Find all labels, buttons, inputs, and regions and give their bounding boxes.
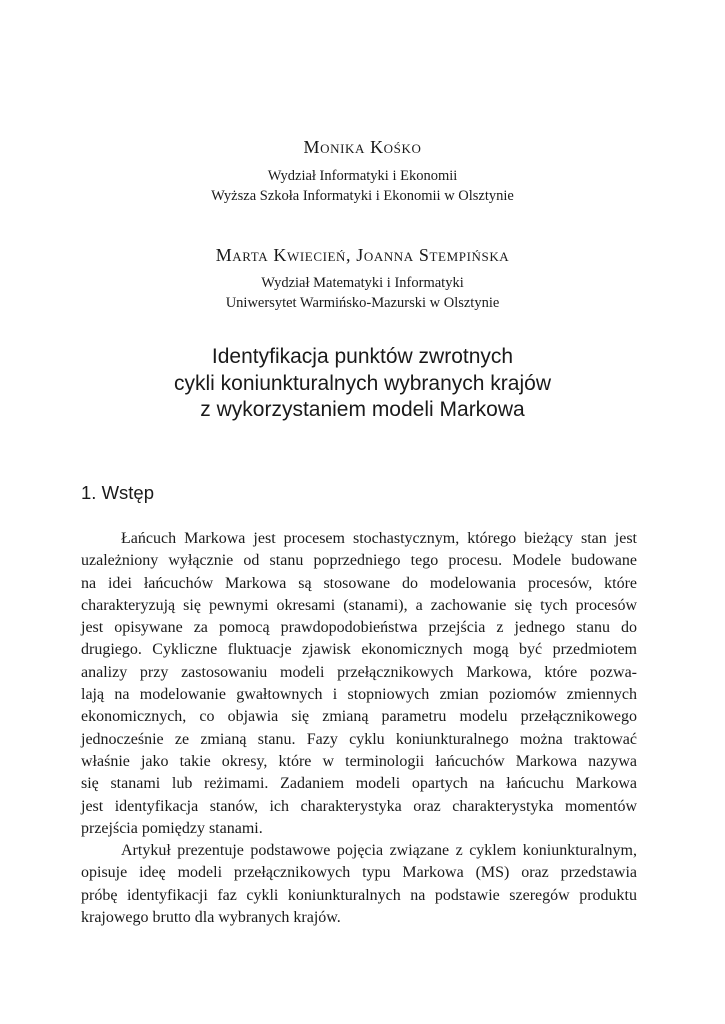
section-heading: 1. Wstęp [81,482,154,503]
title-line: cykli koniunkturalnych wybranych krajów [174,371,551,395]
text-line: jest identyfikacja stanów, ich charakterystyka oraz charakterystyka momentów [81,797,637,815]
text-line: jednocześnie ze zmianą stanu. Fazy cyklu koniunkturalnego można traktować [81,730,637,748]
affiliation-line: Wyższa Szkoła Informatyki i Ekonomii w Olsztynie [211,188,514,204]
affiliation-line: Uniwersytet Warmińsko-Mazurski w Olsztynie [225,295,500,311]
text-line: Łańcuch Markowa jest procesem stochastycznym, którego bieżący stan jest [121,530,637,547]
text-line: charakteryzują się pewnymi okresami (stanami), a zachowanie się tych procesów [81,596,637,614]
text-line: uzależniony wyłącznie od stanu poprzedniego tego procesu. Modele budowane [81,552,637,570]
text-line: Artykuł prezentuje podstawowe pojęcia związane z cyklem koniunkturalnym, [121,842,637,859]
title-line: z wykorzystaniem modeli Markowa [200,398,525,421]
author-2-affiliation [0,273,725,313]
author-2-name: Marta Kwiecień, Joanna Stempińska [215,245,510,265]
paragraph-1 [81,528,637,840]
title-line: Identyfikacja punktów zwrotnych [211,345,514,368]
text-line: ekonomicznych, co objawia się zmianą parametru modelu przełącznikowego [81,708,637,726]
text-line: krajowego brutto dla wybranych krajów. [81,908,341,926]
text-line: lają na modelowanie gwałtownych i stopniowych zmian poziomów zmiennych [81,686,637,704]
paragraph-2 [81,840,637,929]
text-line: próbę identyfikacji faz cykli koniunkturalnych na podstawie szeregów produktu [81,886,637,904]
affiliation-line: Wydział Informatyki i Ekonomii [267,168,458,184]
author-1-affiliation [0,166,725,206]
text-line: jest opisywane za pomocą prawdopodobieństwa przejścia z jednego stanu do [81,619,637,637]
text-line: właśnie jako takie okresy, które w terminologii łańcuchów Markowa nazywa [81,752,637,770]
author-1-name: Monika Kośko [303,137,422,157]
text-line: drugiego. Cykliczne fluktuacje zjawisk ekonomicznych mogą być przedmiotem [81,641,637,659]
affiliation-line: Wydział Matematyki i Informatyki [261,275,464,291]
paper-title [0,344,725,424]
text-line: się stanami lub reżimami. Zadaniem modeli opartych na łańcuchu Markowa [81,775,637,793]
text-line: przejścia pomiędzy stanami. [81,819,263,837]
text-line: na idei łańcuchów Markowa są stosowane do modelowania procesów, które [81,574,637,592]
text-line: opisuje ideę modeli przełącznikowych typu Markowa (MS) oraz przedstawia [81,864,637,882]
text-line: analizy przy zastosowaniu modeli przełącznikowych Markowa, które pozwa- [81,663,637,681]
